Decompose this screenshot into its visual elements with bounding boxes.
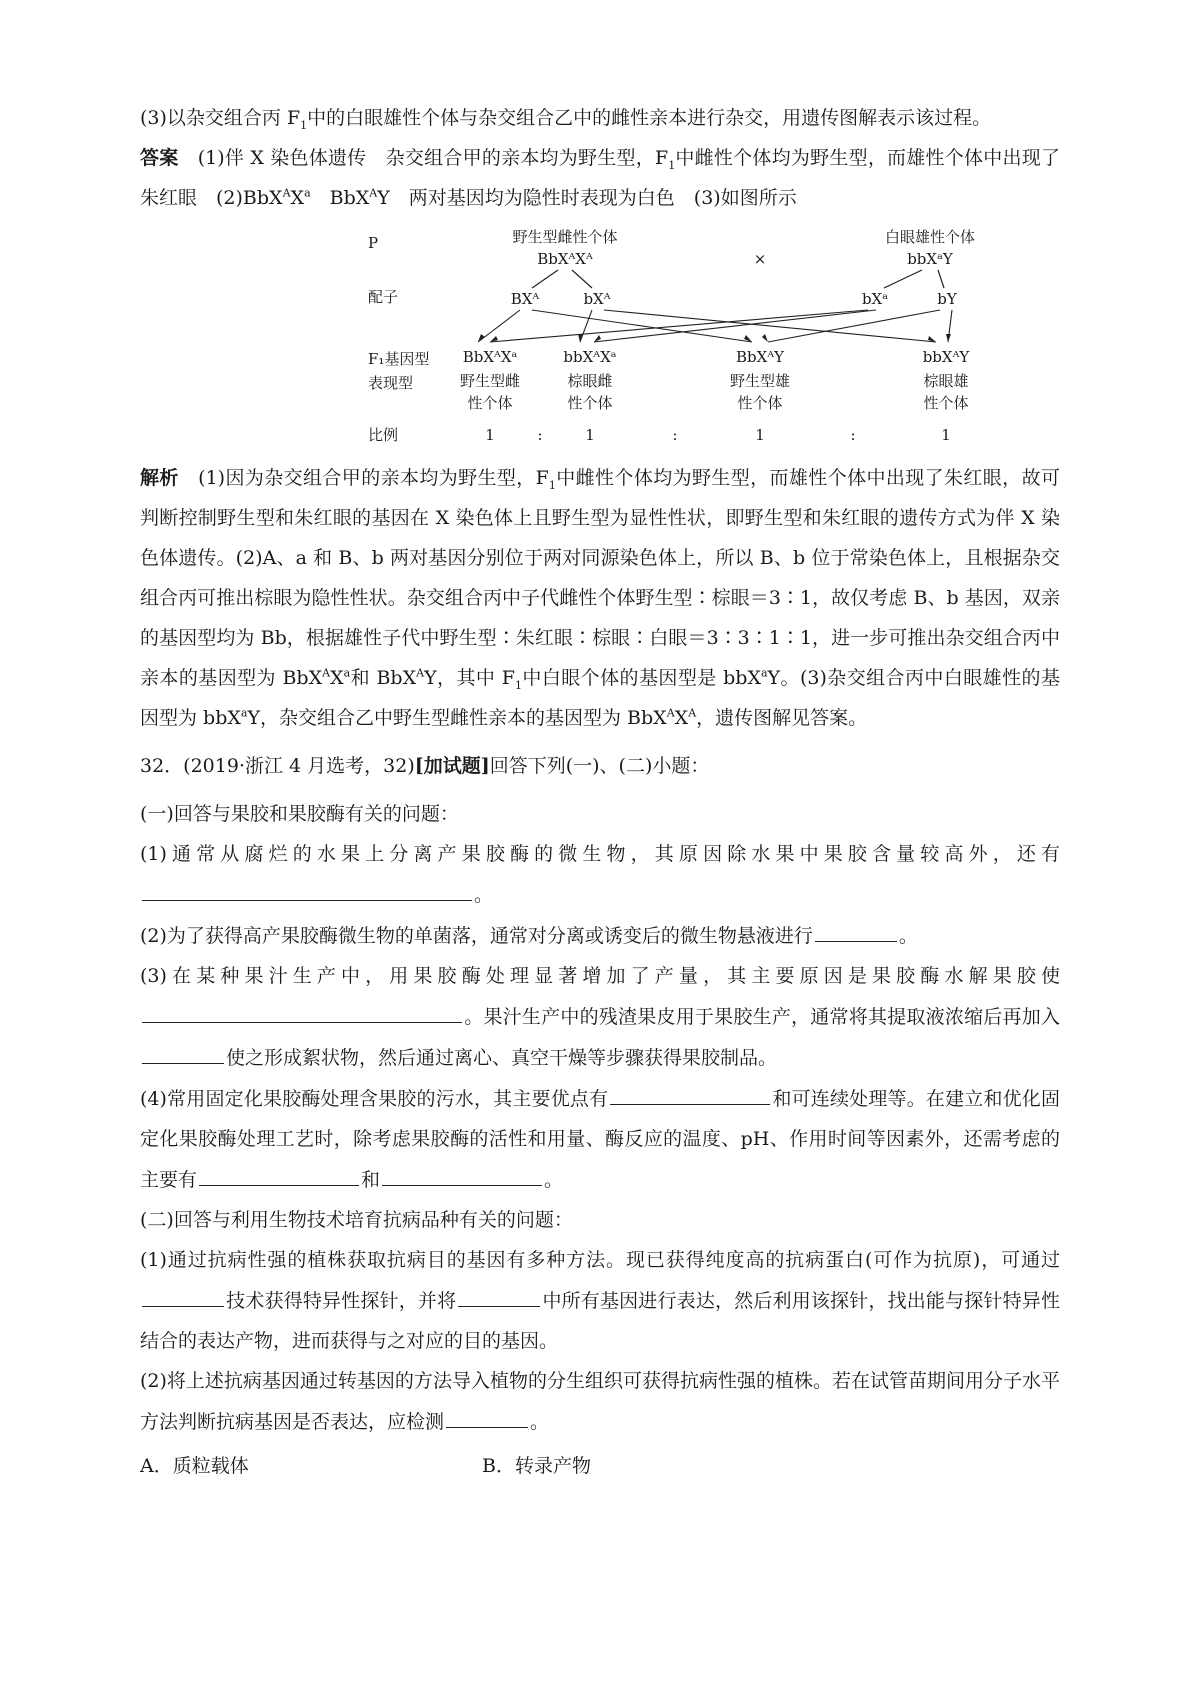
s2-question-2: (2)将上述抗病基因通过转基因的方法导入植物的分生组织可获得抗病性强的植株。若在试管苗期间用分子水平方法判断抗病基因是否表达，应检测 。	[140, 1370, 1060, 1433]
f1-genotype-4: bbXᴬY	[922, 348, 970, 366]
f1-genotype-1: BbXᴬXᵃ	[462, 348, 518, 366]
f1-label: F₁基因型	[368, 350, 430, 368]
gamete-label: 配子	[368, 288, 399, 306]
analysis-label: 解析	[140, 467, 179, 489]
f1-pheno-2b: 性个体	[567, 394, 613, 412]
question-tag: [加试题]	[414, 755, 490, 777]
ratio-colon-3: :	[850, 426, 856, 444]
f1-genotype-3: BbXᴬY	[735, 348, 785, 366]
answer-blank[interactable]	[610, 1078, 770, 1105]
ratio-colon-1: :	[537, 426, 543, 444]
answer-blank[interactable]	[382, 1159, 542, 1186]
answer-blank[interactable]	[142, 1037, 224, 1064]
s1-question-1: (1)通常从腐烂的水果上分离产果胶酶的微生物，其原因除水果中果胶含量较高外，还有。	[140, 843, 1060, 906]
gamete-4: bY	[937, 290, 957, 308]
s1-question-4: (4)常用固定化果胶酶处理含果胶的污水，其主要优点有 和可连续处理等。在建立和优化固定化果胶酶处理工艺时，除考虑果胶酶的活性和用量、酶反应的温度、pH、作用时间等因素外，还需考虑的主要有 和 。	[140, 1078, 1060, 1200]
answer-blank[interactable]	[446, 1401, 528, 1428]
ratio-1: 1	[485, 426, 495, 444]
cross-sign: ×	[753, 250, 767, 268]
answer-blank[interactable]	[142, 996, 462, 1023]
female-genotype: BbXᴬXᴬ	[537, 250, 593, 268]
ratio-3: 1	[755, 426, 765, 444]
gamete-3: bXᵃ	[861, 290, 889, 308]
ratio-4: 1	[941, 426, 951, 444]
answer-blank[interactable]	[458, 1280, 540, 1307]
answer-blank[interactable]	[815, 915, 897, 942]
answer-blank[interactable]	[142, 874, 472, 901]
options-row	[140, 1446, 1060, 1486]
s1-question-2: (2)为了获得高产果胶酶微生物的单菌落，通常对分离或诱变后的微生物悬液进行 。	[140, 915, 1060, 956]
genetic-cross-diagram	[140, 224, 1060, 450]
female-title: 野生型雌性个体	[512, 228, 618, 246]
gamete-1: BXᴬ	[510, 290, 540, 308]
answer-blank[interactable]	[142, 1280, 224, 1307]
answer-blank[interactable]	[199, 1159, 359, 1186]
section-2-title: (二)回答与利用生物技术培育抗病品种有关的问题：	[140, 1209, 573, 1231]
section-1-title: (一)回答与果胶和果胶酶有关的问题：	[140, 803, 459, 825]
pheno-label: 表现型	[368, 374, 414, 392]
ratio-label: 比例	[368, 426, 399, 444]
f1-pheno-4a: 棕眼雄	[923, 372, 969, 390]
gamete-2: bXᴬ	[583, 290, 611, 308]
f1-pheno-3b: 性个体	[737, 394, 783, 412]
male-genotype: bbXᵃY	[907, 250, 953, 268]
answer-paragraph: 答案 (1)伴 X 染色体遗传 杂交组合甲的亲本均为野生型，$F_1$中雌性个体均为野生型，而雄性个体中出现了朱红眼 $(2)BbX^AX^a$ BbX$^A$Y 两对基因均为隐性时表现为白色 (3)如图所示	[140, 147, 1060, 209]
ratio-2: 1	[585, 426, 595, 444]
question-32-heading: 32．(2019·浙江 4 月选考，32)[加试题]回答下列(一)、(二)小题：	[140, 755, 710, 777]
parent-to-gamete-lines	[532, 270, 944, 288]
f1-pheno-3a: 野生型雄	[729, 372, 791, 390]
p-label: P	[368, 234, 379, 252]
s2-question-1: (1)通过抗病性强的植株获取抗病目的基因有多种方法。现已获得纯度高的抗病蛋白(可作为抗原)，可通过技术获得特异性探针，并将 中所有基因进行表达，然后利用该探针，找出能与探针特异性结合的表达产物，进而获得与之对应的目的基因。	[140, 1249, 1060, 1352]
analysis-paragraph: 解析 (1)因为杂交组合甲的亲本均为野生型，$F_1$中雌性个体均为野生型，而雄性个体中出现了朱红眼，故可判断控制野生型和朱红眼的基因在 X 染色体上且野生型为显性性状，即野生型和朱红眼的遗传方式为伴 X 染色体遗传。(2)A、a 和 B、b 两对基因分别位于两对同源染色体上，所以 B、b 位于常染色体上，且根据杂交组合丙可推出棕眼为隐性性状。杂交组合丙中子代雌性个体野生型∶棕眼＝3∶1，故仅考虑 B、b 基因，双亲的基因型均为 Bb，根据雄性子代中野生型∶朱红眼∶棕眼∶白眼＝3∶3∶1∶1，进一步可推出杂交组合丙中亲本的基因型为 $BbX^AX^a$和 BbX$^A$Y，其中 $F_1$中白眼个体的基因型是 bbX$^a$Y。(3)杂交组合丙中白眼雄性的基因型为 bbX$^a$Y，杂交组合乙中野生型雌性亲本的基因型为 $BbX^AX^A$，遗传图解见答案。	[140, 467, 1060, 729]
f1-pheno-4b: 性个体	[923, 394, 969, 412]
f1-genotype-2: bbXᴬXᵃ	[563, 348, 617, 366]
arrowheads	[478, 334, 951, 342]
f1-pheno-2a: 棕眼雌	[567, 372, 613, 390]
answer-label: 答案	[140, 147, 179, 169]
document-page	[140, 98, 1060, 1486]
s1-question-3: (3)在某种果汁生产中，用果胶酶处理显著增加了产量，其主要原因是果胶酶水解果胶使。果汁生产中的残渣果皮用于果胶生产，通常将其提取液浓缩后再加入使之形成絮状物，然后通过离心、真空干燥等步骤获得果胶制品。	[140, 965, 1060, 1069]
option-b[interactable]: B．转录产物	[482, 1455, 591, 1477]
question-3-text: (3)以杂交组合丙 $F_1$中的白眼雄性个体与杂交组合乙中的雌性亲本进行杂交，用遗传图解表示该过程。	[140, 107, 992, 132]
f1-pheno-1b: 性个体	[467, 394, 513, 412]
male-title: 白眼雄性个体	[884, 228, 976, 246]
option-a[interactable]: A．质粒载体	[140, 1455, 249, 1477]
gamete-to-offspring-arrows	[478, 310, 952, 342]
f1-pheno-1a: 野生型雌	[459, 372, 521, 390]
ratio-colon-2: :	[672, 426, 678, 444]
